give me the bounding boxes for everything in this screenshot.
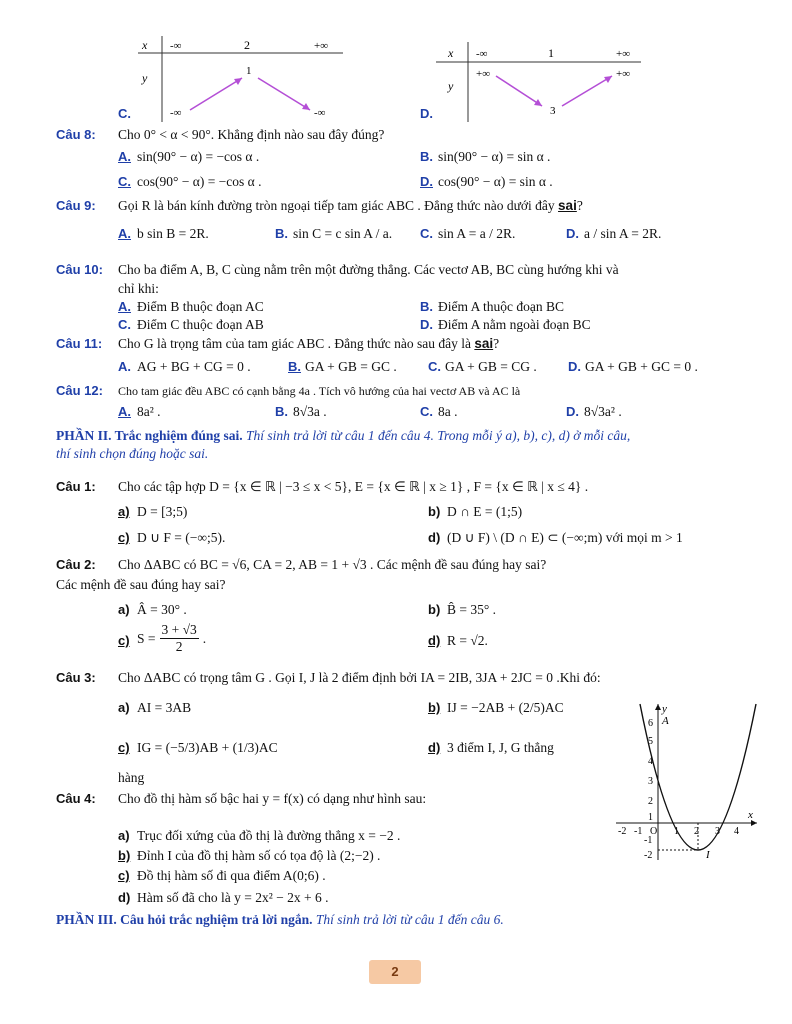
p1-text: Cho các tập hợp D = {x ∈ ℝ | −3 ≤ x < 5}, E = {x ∈ ℝ | x ≥ 1} , F = {x ∈ ℝ | x ≤ 4} . [118,479,589,494]
q12-a: 8a² . [137,404,161,419]
q11-b: GA + GB = GC . [305,359,397,374]
p4-c-label: c) [118,868,130,883]
p4-b-label: b) [118,848,131,863]
part3-heading: PHẦN III. Câu hỏi trắc nghiệm trả lời ngắn. Thí sinh trả lời từ câu 1 đến câu 6. [56,912,504,927]
td-x: x [448,46,454,60]
p3-label: Câu 3: [56,670,96,685]
q11-text: Cho G là trọng tâm của tam giác ABC . Đẳng thức nào sau đây là sai? [118,336,500,351]
q12-b: 8√3a . [293,404,327,419]
p3-c: IG = (−5/3)AB + (1/3)AC [137,740,278,755]
tc-neginf: -∞ [170,40,182,52]
q11-a-label: A. [118,359,131,374]
q10-b-label: B. [420,299,433,314]
variation-table-d [436,42,646,122]
p2-c: S = $\frac{3 + √3}{2}$ . [137,622,207,654]
variation-table-c [118,36,348,122]
p3-b-label: b) [428,700,441,715]
graph-x-label: x [748,809,753,821]
tc-posinf: +∞ [314,40,329,52]
p1-a-label: a) [118,504,130,519]
p2-c-num: 3 + √3 [161,622,197,637]
q12-b-label: B. [275,404,288,419]
q10-a-label: A. [118,299,131,314]
p1-a: D = [3;5) [137,504,188,519]
graph-y-label: y [662,703,667,715]
p1-d-label: d) [428,530,441,545]
td-topleft: +∞ [476,68,491,80]
q9-a-label: A. [118,226,131,241]
tc-botright: -∞ [314,107,326,119]
x-tick-neg2: -2 [618,826,627,837]
q10-a: Điểm B thuộc đoạn AC [137,299,264,314]
q8-d: cos(90° − α) = sin α . [438,174,553,189]
y-tick-neg1: -1 [644,835,653,846]
q10-d-label: D. [420,317,433,332]
td-posinf: +∞ [616,48,631,60]
q12-d: 8√3a² . [584,404,622,419]
p2-c-label: c) [118,633,130,648]
tc-x: x [142,38,148,52]
q10-d: Điểm A nằm ngoài đoạn BC [438,317,591,332]
tc-one: 1 [246,65,252,77]
p3-text: Cho ΔABC có trọng tâm G . Gọi I, J là 2 điểm định bởi IA = 2IB, 3JA + 2JC = 0 .Khi đó: [118,670,601,685]
p1-d: (D ∪ F) \ (D ∩ E) ⊂ (−∞;m) với mọi m > 1 [447,530,683,545]
q10-label: Câu 10: [56,262,103,277]
x-tick-4: 4 [734,826,739,837]
p2-c-den: 2 [175,639,183,654]
p1-b-label: b) [428,504,441,519]
q12-text: Cho tam giác đều ABC có cạnh bằng 4a . Tích vô hướng của hai vectơ AB và AC là [118,384,521,398]
p4-c: Đồ thị hàm số đi qua điểm A(0;6) . [137,868,326,883]
x-tick-1: 1 [674,826,679,837]
p1-c-label: c) [118,530,130,545]
p2-b: B̂ = 35° . [447,602,497,617]
part2-heading: PHẦN II. Trắc nghiệm đúng sai. Thí sinh trả lời từ câu 1 đến câu 4. Trong mỗi ý a), b), c), d) ở mỗi câu, thí sinh chọn đúng hoặc sai. [56,428,631,461]
td-y: y [448,79,454,93]
q12-c: 8a . [438,404,458,419]
q11-a: AG + BG + CG = 0 . [137,359,251,374]
p2-a-label: a) [118,602,130,617]
p1-c: D ∪ F = (−∞;5). [137,530,226,545]
parabola-graph [612,700,762,865]
y-tick-4: 4 [648,756,653,767]
q11-d: GA + GB + GC = 0 . [585,359,698,374]
q9-label: Câu 9: [56,198,96,213]
q9-text: Gọi R là bán kính đường tròn ngoại tiếp tam giác ABC . Đẳng thức nào dưới đây sai? [118,198,583,213]
q10-b: Điểm A thuộc đoạn BC [438,299,564,314]
q9-d-label: D. [566,226,579,241]
q9-c-label: C. [420,226,433,241]
p3-b: IJ = −2AB + (2/5)AC [447,700,564,715]
q12-a-label: A. [118,404,131,419]
q11-c: GA + GB = CG . [445,359,537,374]
page-number: 2 [369,960,421,984]
q12-c-label: C. [420,404,433,419]
graph-a-point: A [662,715,669,727]
q12-label: Câu 12: [56,383,103,398]
graph-i-point: I [706,849,710,861]
q8-c: cos(90° − α) = −cos α . [137,174,262,189]
q10-text2: chỉ khi: [118,281,159,296]
td-topright: +∞ [616,68,631,80]
q9-b-label: B. [275,226,288,241]
p2-text: Cho ΔABC có BC = √6, CA = 2, AB = 1 + √3 . Các mệnh đề sau đúng hay sai? [118,557,547,572]
x-tick-neg1: -1 [634,826,643,837]
p4-d-label: d) [118,890,131,905]
tc-two: 2 [244,38,250,52]
p4-text: Cho đồ thị hàm số bậc hai y = f(x) có dạng như hình sau: [118,791,427,806]
td-neginf: -∞ [476,48,488,60]
p2-label: Câu 2: [56,557,96,572]
q9-d: a / sin A = 2R. [584,226,662,241]
p3-c-label: c) [118,740,130,755]
q8-a: sin(90° − α) = −cos α . [137,149,260,164]
td-three: 3 [550,105,556,117]
q10-c-label: C. [118,317,131,332]
p3-d: 3 điểm I, J, G thẳng [447,740,554,755]
q8-d-label: D. [420,174,433,189]
p3-a-label: a) [118,700,130,715]
q12-d-label: D. [566,404,579,419]
y-tick-3: 3 [648,776,653,787]
p4-b: Đỉnh I của đồ thị hàm số có tọa độ là (2;−2) . [137,848,381,863]
graph-origin: O [650,826,658,837]
tc-botleft: -∞ [170,107,182,119]
p4-label: Câu 4: [56,791,96,806]
p1-b: D ∩ E = (1;5) [447,504,523,519]
q9-c: sin A = a / 2R. [438,226,516,241]
q8-a-label: A. [118,149,131,164]
p4-a-label: a) [118,828,130,843]
p4-d: Hàm số đã cho là y = 2x² − 2x + 6 . [137,890,329,905]
q8-text: Cho 0° < α < 90°. Khẳng định nào sau đây đúng? [118,127,385,142]
q11-b-label: B. [288,359,301,374]
y-tick-5: 5 [648,736,653,747]
q10-c: Điểm C thuộc đoạn AB [137,317,264,332]
q8-label: Câu 8: [56,127,96,142]
p1-label: Câu 1: [56,479,96,494]
q11-c-label: C. [428,359,441,374]
q8-c-label: C. [118,174,131,189]
p4-a: Trục đối xứng của đồ thị là đường thẳng x = −2 . [137,828,401,843]
p2-d-label: d) [428,633,441,648]
q8-b: sin(90° − α) = sin α . [438,149,551,164]
p2-a: Â = 30° . [137,602,187,617]
table-c-label: C. [118,106,131,121]
y-tick-6: 6 [648,718,653,729]
graph-y-ticks [644,718,653,861]
p2-d: R = √2. [447,633,488,648]
p3-a: AI = 3AB [137,700,192,715]
y-tick-2: 2 [648,796,653,807]
q8-b-label: B. [420,149,433,164]
tc-y: y [142,71,148,85]
q9-a: b sin B = 2R. [137,226,209,241]
q11-label: Câu 11: [56,336,103,351]
p2-text2: Các mệnh đề sau đúng hay sai? [56,577,226,592]
x-tick-2: 2 [694,826,699,837]
q11-d-label: D. [568,359,581,374]
p3-d-cont: hàng [118,770,145,785]
p2-b-label: b) [428,602,441,617]
table-d-label: D. [420,106,433,121]
td-one: 1 [548,46,554,60]
p3-d-label: d) [428,740,441,755]
y-tick-1: 1 [648,812,653,823]
y-tick-neg2: -2 [644,850,653,861]
x-tick-3: 3 [715,826,720,837]
q10-text1: Cho ba điểm A, B, C cùng nằm trên một đường thẳng. Các vectơ AB, BC cùng hướng khi và [118,262,619,277]
q9-b: sin C = c sin A / a. [293,226,393,241]
